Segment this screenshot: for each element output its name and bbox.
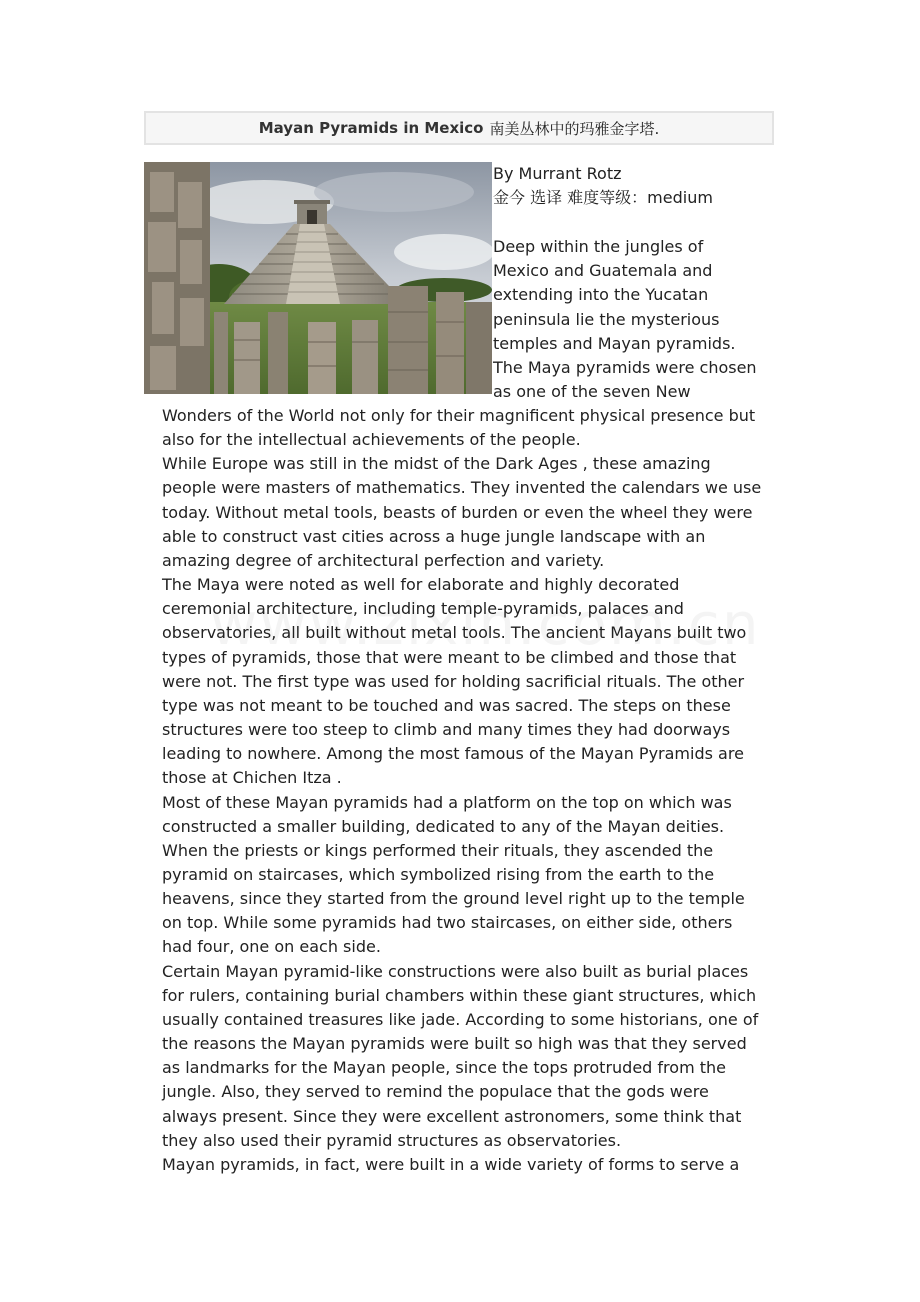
text-line: extending into the Yucatan bbox=[493, 285, 709, 305]
text-line: jungle. Also, they served to remind the populace that the gods were bbox=[162, 1082, 709, 1102]
article-body bbox=[162, 404, 762, 1177]
text-line: they also used their pyramid structures as observatories. bbox=[162, 1130, 622, 1150]
text-line: peninsula lie the mysterious bbox=[493, 309, 720, 329]
text-line: The Maya were noted as well for elaborate and highly decorated bbox=[162, 575, 680, 595]
text-line: as landmarks for the Mayan people, since the tops protruded from the bbox=[162, 1058, 726, 1078]
text-line: constructed a smaller building, dedicated to any of the Mayan deities. bbox=[162, 816, 725, 836]
text-line: While Europe was still in the midst of the Dark Ages , these amazing bbox=[162, 454, 711, 474]
text-line: for rulers, containing burial chambers within these giant structures, which bbox=[162, 985, 757, 1005]
text-line: today. Without metal tools, beasts of burden or even the wheel they were bbox=[162, 502, 753, 522]
paragraph bbox=[162, 573, 762, 790]
text-line: the reasons the Mayan pyramids were built so high was that they served bbox=[162, 1034, 747, 1054]
paragraph bbox=[162, 452, 762, 573]
text-line: types of pyramids, those that were meant to be climbed and those that bbox=[162, 647, 737, 667]
text-line: heavens, since they started from the ground level right up to the temple bbox=[162, 889, 745, 909]
text-line: pyramid on staircases, which symbolized rising from the earth to the bbox=[162, 864, 715, 884]
text-line: Wonders of the World not only for their magnificent physical presence but bbox=[162, 406, 756, 425]
text-line: were not. The first type was used for holding sacrificial rituals. The other bbox=[162, 671, 745, 691]
text-line: as one of the seven New bbox=[493, 382, 691, 402]
article-title bbox=[144, 111, 774, 145]
paragraph bbox=[162, 1153, 762, 1177]
text-line: When the priests or kings performed their rituals, they ascended the bbox=[162, 840, 714, 860]
paragraph bbox=[162, 960, 762, 1153]
text-line: also for the intellectual achievements of the people. bbox=[162, 430, 581, 450]
pyramid-photo-icon bbox=[144, 162, 492, 394]
text-line: observatories, all built without metal tools. The ancient Mayans built two bbox=[162, 623, 747, 643]
text-line: Mexico and Guatemala and bbox=[493, 261, 713, 281]
byline bbox=[493, 162, 713, 210]
paragraph bbox=[162, 404, 762, 452]
text-line: Most of these Mayan pyramids had a platform on the top on which was bbox=[162, 792, 732, 812]
paragraph bbox=[162, 791, 762, 960]
text-line: always present. Since they were excellent astronomers, some think that bbox=[162, 1106, 742, 1126]
text-line: Certain Mayan pyramid-like constructions were also built as burial places bbox=[162, 961, 749, 981]
text-line: usually contained treasures like jade. According to some historians, one of bbox=[162, 1009, 759, 1029]
text-line: Mayan pyramids, in fact, were built in a wide variety of forms to serve a bbox=[162, 1154, 740, 1174]
text-line: people were masters of mathematics. They invented the calendars we use bbox=[162, 478, 762, 498]
text-line: had four, one on each side. bbox=[162, 937, 381, 957]
text-line: leading to nowhere. Among the most famous of the Mayan Pyramids are bbox=[162, 744, 744, 764]
title-chinese: 南美丛林中的玛雅金字塔. bbox=[489, 119, 660, 138]
text-line: The Maya pyramids were chosen bbox=[493, 358, 757, 378]
intro-wrap-text bbox=[493, 235, 768, 404]
text-line: on top. While some pyramids had two staircases, on either side, others bbox=[162, 913, 733, 933]
text-line: able to construct vast cities across a huge jungle landscape with an bbox=[162, 526, 706, 546]
text-line: temples and Mayan pyramids. bbox=[493, 333, 736, 353]
text-line: those at Chichen Itza . bbox=[162, 768, 342, 788]
text-line: structures were too steep to climb and many times they had doorways bbox=[162, 720, 731, 740]
text-line: amazing degree of architectural perfection and variety. bbox=[162, 550, 605, 570]
text-line: type was not meant to be touched and was sacred. The steps on these bbox=[162, 695, 731, 715]
text-line: ceremonial architecture, including temple-pyramids, palaces and bbox=[162, 599, 684, 619]
author-line: By Murrant Rotz bbox=[493, 164, 622, 183]
difficulty-meta: 金今 选译 难度等级：medium bbox=[493, 188, 713, 207]
title-english: Mayan Pyramids in Mexico bbox=[258, 119, 484, 137]
pyramid-photo bbox=[144, 162, 492, 394]
text-line: Deep within the jungles of bbox=[493, 237, 704, 256]
